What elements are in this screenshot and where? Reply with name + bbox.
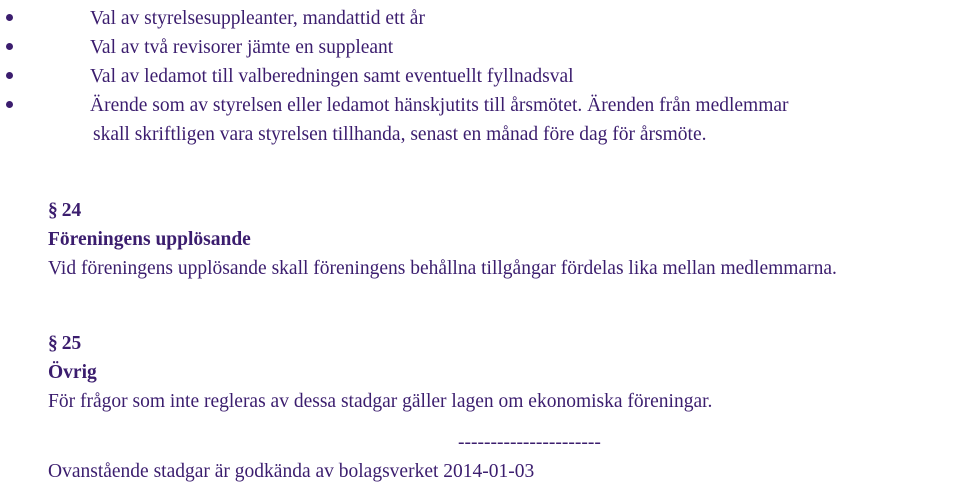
approval-statement: Ovanstående stadgar är godkända av bolagsverket 2014-01-03 xyxy=(48,461,535,482)
signature-line: ---------------------- xyxy=(458,432,601,453)
bullet-text: Val av styrelsesuppleanter, mandattid ett år xyxy=(90,8,425,29)
section-symbol: § xyxy=(48,200,58,221)
bullet-dot-icon xyxy=(6,43,13,50)
bullet-dot-icon xyxy=(6,14,13,21)
bullet-dot-icon xyxy=(6,72,13,79)
section-body: Vid föreningens upplösande skall föreningens behållna tillgångar fördelas lika mellan medlemmarna. xyxy=(48,258,837,279)
bullet-item xyxy=(0,62,959,91)
bullet-text: Val av ledamot till valberedningen samt eventuellt fyllnadsval xyxy=(90,66,574,87)
bullet-item xyxy=(0,91,959,149)
bullet-text: Ärende som av styrelsen eller ledamot hänskjutits till årsmötet. Ärenden från medlemmar xyxy=(90,95,789,116)
section-25 xyxy=(48,329,953,416)
section-symbol: § xyxy=(48,333,58,354)
section-title: Föreningens upplösande xyxy=(48,229,251,250)
bullet-text: Val av två revisorer jämte en suppleant xyxy=(90,37,394,58)
section-title: Övrig xyxy=(48,362,97,383)
bullet-continuation-text: skall skriftligen vara styrelsen tillhanda, senast en månad före dag för årsmöte. xyxy=(93,124,707,145)
bullet-item xyxy=(0,33,959,62)
section-number-heading xyxy=(48,196,953,225)
section-body: För frågor som inte regleras av dessa stadgar gäller lagen om ekonomiska föreningar. xyxy=(48,391,713,412)
bullet-item xyxy=(0,4,959,33)
section-number-heading xyxy=(48,329,953,358)
section-number: 24 xyxy=(61,200,82,221)
section-24 xyxy=(48,196,953,283)
agenda-bullet-list xyxy=(0,4,959,149)
bullet-dot-icon xyxy=(6,101,13,108)
section-number: 25 xyxy=(61,333,82,354)
